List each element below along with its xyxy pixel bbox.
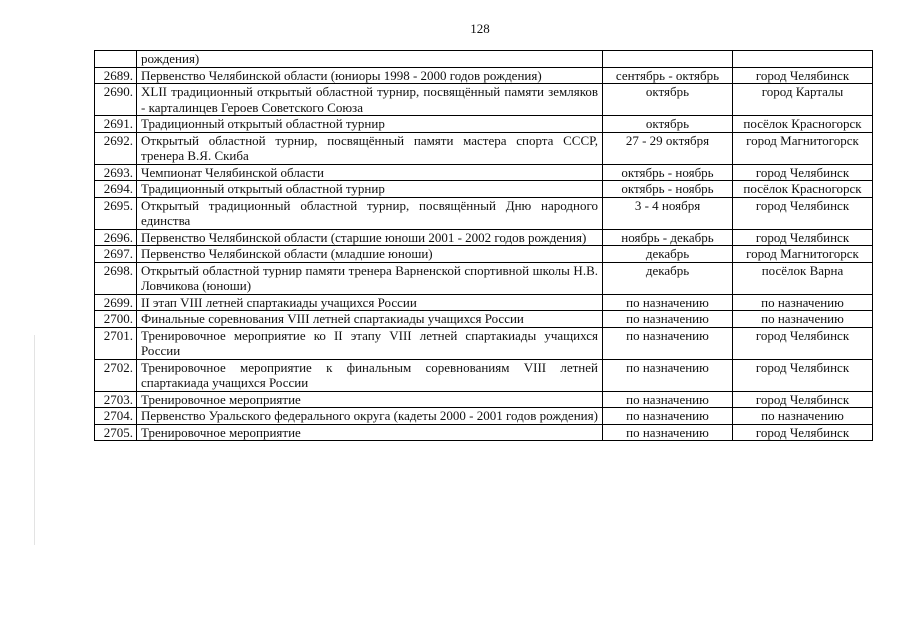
row-number: 2697. (95, 246, 137, 263)
table-row (95, 116, 873, 133)
row-number: 2690. (95, 84, 137, 116)
events-table (94, 50, 873, 441)
scan-margin-line (34, 335, 35, 545)
event-place: город Челябинск (733, 424, 873, 441)
event-date: ноябрь - декабрь (603, 229, 733, 246)
event-name: Финальные соревнования VIII летней спартакиады учащихся России (137, 311, 603, 328)
event-name: Открытый областной турнир памяти тренера Варненской спортивной школы Н.В. Ловчикова (юноши) (137, 262, 603, 294)
event-name: Первенство Челябинской области (юниоры 1998 - 2000 годов рождения) (137, 67, 603, 84)
event-place: по назначению (733, 408, 873, 425)
table-row (95, 181, 873, 198)
row-number: 2705. (95, 424, 137, 441)
event-date: октябрь - ноябрь (603, 164, 733, 181)
page-number: 128 (470, 21, 490, 36)
event-place: по назначению (733, 294, 873, 311)
event-place: город Челябинск (733, 391, 873, 408)
row-number: 2689. (95, 67, 137, 84)
table-row (95, 359, 873, 391)
event-date: по назначению (603, 294, 733, 311)
row-number: 2691. (95, 116, 137, 133)
event-place: город Магнитогорск (733, 246, 873, 263)
event-place: посёлок Варна (733, 262, 873, 294)
event-date: декабрь (603, 246, 733, 263)
event-name: рождения) (137, 51, 603, 68)
event-date: 27 - 29 октября (603, 132, 733, 164)
table-row (95, 424, 873, 441)
document-sheet (94, 50, 872, 441)
event-name: Открытый областной турнир, посвящённый памяти мастера спорта СССР, тренера В.Я. Скиба (137, 132, 603, 164)
event-date: по назначению (603, 424, 733, 441)
table-row (95, 294, 873, 311)
table-row (95, 164, 873, 181)
table-row (95, 246, 873, 263)
table-row (95, 51, 873, 68)
row-number: 2698. (95, 262, 137, 294)
event-date: по назначению (603, 359, 733, 391)
event-name: Открытый традиционный областной турнир, посвящённый Дню народного единства (137, 197, 603, 229)
event-date: 3 - 4 ноября (603, 197, 733, 229)
event-date: по назначению (603, 311, 733, 328)
event-name: Первенство Челябинской области (старшие юноши 2001 - 2002 годов рождения) (137, 229, 603, 246)
table-row (95, 229, 873, 246)
event-place: посёлок Красногорск (733, 181, 873, 198)
event-name: Традиционный открытый областной турнир (137, 116, 603, 133)
event-date: по назначению (603, 391, 733, 408)
event-date: по назначению (603, 327, 733, 359)
event-place: город Карталы (733, 84, 873, 116)
event-name: Традиционный открытый областной турнир (137, 181, 603, 198)
event-place: город Челябинск (733, 327, 873, 359)
event-date: октябрь (603, 84, 733, 116)
table-row (95, 197, 873, 229)
table-row (95, 311, 873, 328)
event-name: Тренировочное мероприятие (137, 391, 603, 408)
event-name: Тренировочное мероприятие ко II этапу VIII летней спартакиады учащихся России (137, 327, 603, 359)
table-row (95, 262, 873, 294)
event-date: по назначению (603, 408, 733, 425)
event-name: Первенство Уральского федерального округа (кадеты 2000 - 2001 годов рождения) (137, 408, 603, 425)
table-row (95, 408, 873, 425)
table-row (95, 391, 873, 408)
event-place: город Челябинск (733, 67, 873, 84)
table-row (95, 67, 873, 84)
event-place (733, 51, 873, 68)
event-place: город Магнитогорск (733, 132, 873, 164)
row-number: 2695. (95, 197, 137, 229)
event-name: Тренировочное мероприятие к финальным соревнованиям VIII летней спартакиада учащихся России (137, 359, 603, 391)
event-place: город Челябинск (733, 164, 873, 181)
event-date: сентябрь - октябрь (603, 67, 733, 84)
row-number: 2700. (95, 311, 137, 328)
table-row (95, 327, 873, 359)
table-row (95, 84, 873, 116)
row-number: 2696. (95, 229, 137, 246)
row-number: 2693. (95, 164, 137, 181)
event-date: октябрь (603, 116, 733, 133)
row-number: 2699. (95, 294, 137, 311)
event-place: по назначению (733, 311, 873, 328)
row-number: 2692. (95, 132, 137, 164)
event-name: XLII традиционный открытый областной турнир, посвящённый памяти земляков - карталинцев Героев Советского Союза (137, 84, 603, 116)
event-date (603, 51, 733, 68)
row-number: 2704. (95, 408, 137, 425)
event-name: II этап VIII летней спартакиады учащихся России (137, 294, 603, 311)
table-row (95, 132, 873, 164)
event-date: октябрь - ноябрь (603, 181, 733, 198)
event-name: Чемпионат Челябинской области (137, 164, 603, 181)
row-number: 2701. (95, 327, 137, 359)
event-place: город Челябинск (733, 229, 873, 246)
row-number: 2702. (95, 359, 137, 391)
row-number: 2694. (95, 181, 137, 198)
event-name: Тренировочное мероприятие (137, 424, 603, 441)
row-number (95, 51, 137, 68)
row-number: 2703. (95, 391, 137, 408)
event-place: город Челябинск (733, 359, 873, 391)
event-date: декабрь (603, 262, 733, 294)
event-place: посёлок Красногорск (733, 116, 873, 133)
event-place: город Челябинск (733, 197, 873, 229)
events-table-body (95, 51, 873, 441)
event-name: Первенство Челябинской области (младшие юноши) (137, 246, 603, 263)
